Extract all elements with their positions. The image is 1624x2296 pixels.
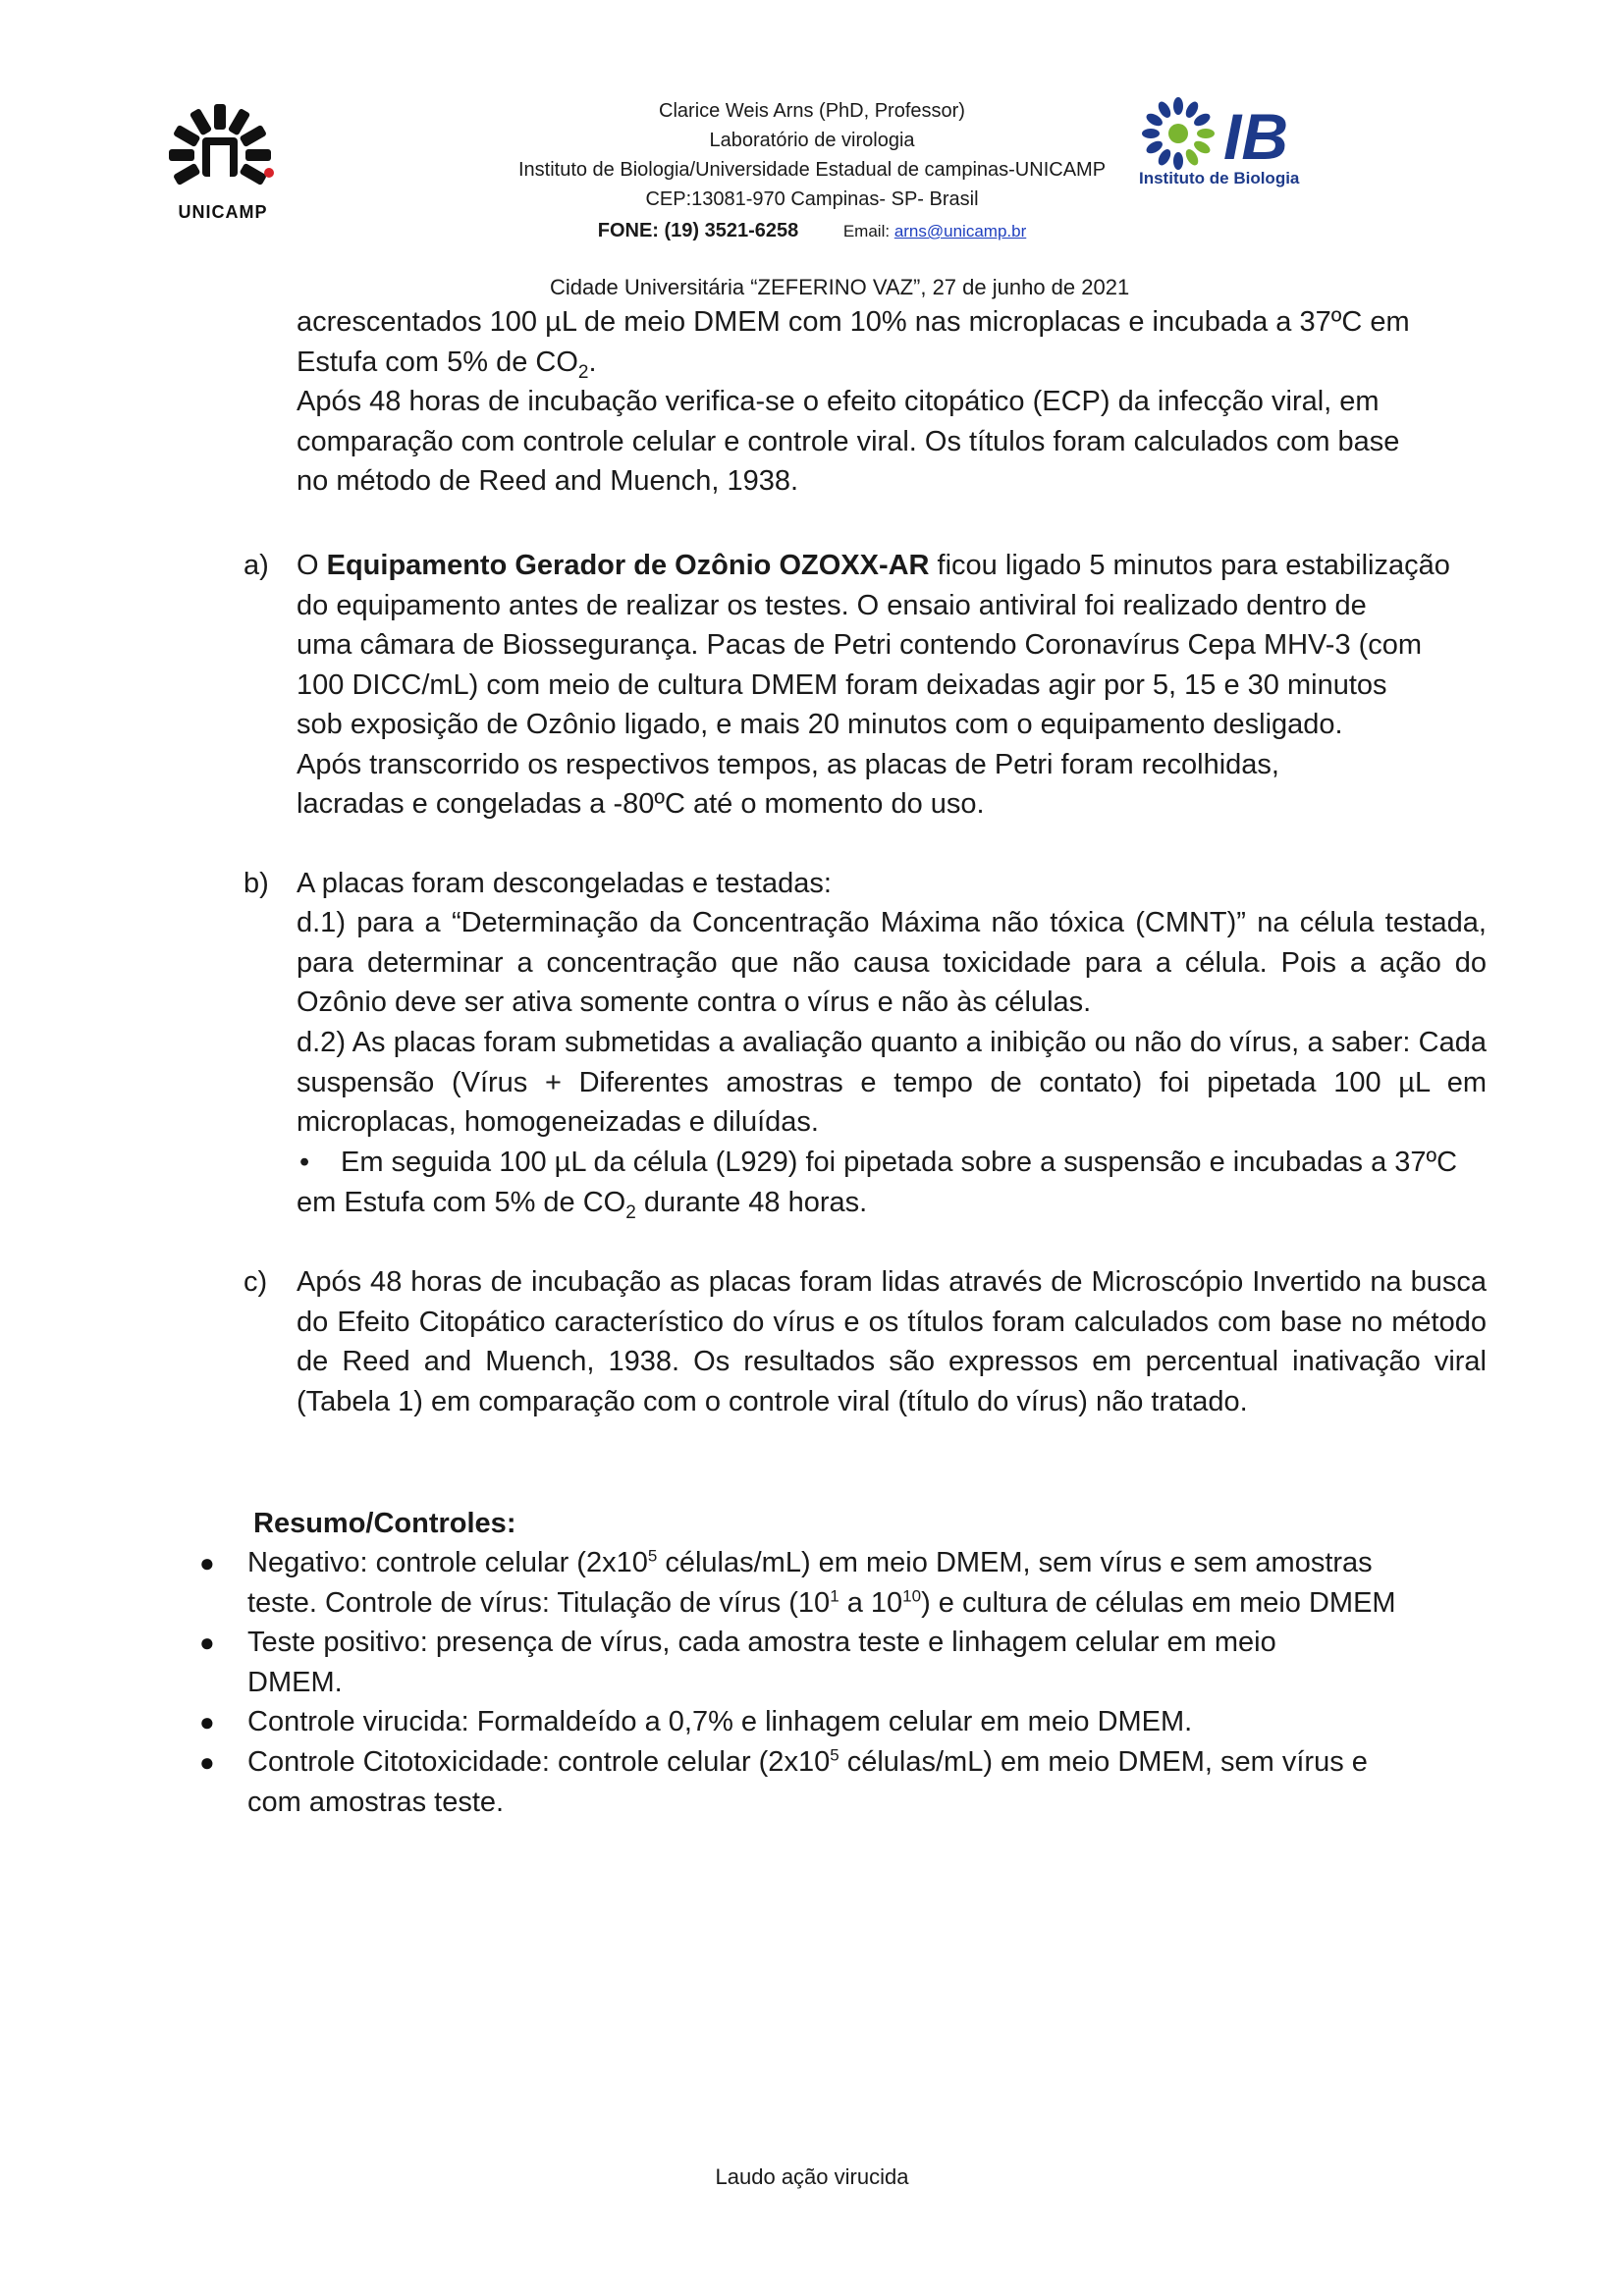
intro-line: no método de Reed and Muench, 1938. xyxy=(297,465,799,497)
item-b-d2: d.2) As placas foram submetidas a avaliação quanto a inibição ou não do vírus, a saber: Cada suspensão (Vírus + Diferentes amostras e tempo de contato) foi pipetada 100 µL em microplacas, homogeneizadas e diluídas. xyxy=(297,1027,1487,1138)
item-a-line: O Equipamento Gerador de Ozônio OZOXX-AR ficou ligado 5 minutos para estabilização xyxy=(297,550,1450,581)
item-b-bullet: • xyxy=(299,1147,310,1178)
item-b-bullet-line: em Estufa com 5% de $CO_2$ durante 48 horas. xyxy=(297,1186,868,1223)
ib-logo-letters: IB xyxy=(1223,100,1288,173)
item-a-line: 100 DICC/mL) com meio de cultura DMEM foram deixadas agir por 5, 15 e 30 minutos xyxy=(297,668,1387,701)
header-lab: Laboratório de virologia xyxy=(709,130,915,151)
date-line: Cidade Universitária “ZEFERINO VAZ”, 27 de junho de 2021 xyxy=(550,275,1130,299)
header-contact xyxy=(0,216,1624,246)
item-c-paragraph: Após 48 horas de incubação as placas foram lidas através de Microscópio Invertido na busca do Efeito Citopático característico do vírus e os títulos foram calculados com base no método de Reed and Muench, 1938. Os resultados são expressos em percentual inativação viral (Tabela 1) em comparação com o controle viral (título do vírus) não tratado. xyxy=(297,1266,1487,1417)
item-b-intro: A placas foram descongeladas e testadas: xyxy=(297,868,832,899)
item-b-d1: d.1) para a “Determinação da Concentração Máxima não tóxica (CMNT)” na célula testada, para determinar a concentração que não causa toxicidade para a célula. Pois a ação do Ozônio deve ser ativa somente contra o vírus e não às células. xyxy=(297,907,1487,1018)
summary-item-negative: Negativo: controle celular ($2x10^5$ células/mL) em meio DMEM, sem vírus e sem amostras teste. Controle de vírus: Titulação de vírus ($10^1$ a $10^{10}$) e cultura de células em meio DMEM xyxy=(247,1546,1396,1619)
unicamp-logo-text: UNICAMP xyxy=(178,202,268,222)
summary-bullet-icon: ● xyxy=(199,1548,215,1577)
item-b-bullet-line: Em seguida 100 µL da célula (L929) foi pipetada sobre a suspensão e incubadas a 37ºC xyxy=(341,1147,1458,1178)
page-footer: Laudo ação virucida xyxy=(715,2164,909,2189)
equipment-name: Equipamento Gerador de Ozônio OZOXX-AR xyxy=(326,550,930,581)
item-a-line: uma câmara de Biossegurança. Pacas de Petri contendo Coronavírus Cepa MHV-3 (com xyxy=(297,629,1423,661)
item-a-paragraph xyxy=(297,546,1494,825)
intro-line: comparação com controle celular e controle viral. Os títulos foram calculados com base xyxy=(297,425,1400,457)
header-institute: Instituto de Biologia/Universidade Estadual de campinas-UNICAMP xyxy=(517,159,1107,181)
intro-line: acrescentados 100 µL de meio DMEM com 10% nas microplacas e incubada a 37ºC em xyxy=(297,306,1410,338)
item-c-marker: c) xyxy=(244,1266,268,1298)
header-phone: FONE: (19) 3521-6258 xyxy=(597,220,799,241)
header-name: Clarice Weis Arns (PhD, Professor) xyxy=(659,100,965,122)
summary-item-cytotoxicity: Controle Citotoxicidade: controle celular ($2x10^5$ células/mL) em meio DMEM, sem vírus e com amostras teste. xyxy=(247,1745,1368,1818)
intro-line: Após 48 horas de incubação verifica-se o efeito citopático (ECP) da infecção viral, em xyxy=(297,386,1380,417)
intro-line: Estufa com 5% de $CO_2$. xyxy=(297,346,597,383)
summary-bullet-icon: ● xyxy=(199,1707,215,1736)
intro-paragraph xyxy=(297,302,1475,502)
item-a-marker: a) xyxy=(244,550,269,581)
item-b-bullet-text xyxy=(297,1143,1494,1222)
summary-bullet-icon: ● xyxy=(199,1747,215,1777)
item-b-marker: b) xyxy=(244,868,269,899)
header-email-label: Email: xyxy=(842,222,891,240)
summary-item-positive: Teste positivo: presença de vírus, cada amostra teste e linhagem celular em meio DMEM. xyxy=(247,1627,1276,1698)
ib-logo-text: Instituto de Biologia xyxy=(1139,169,1300,187)
item-a-line: Após transcorrido os respectivos tempos, as placas de Petri foram recolhidas, xyxy=(297,748,1279,780)
item-a-line: sob exposição de Ozônio ligado, e mais 20 minutos com o equipamento desligado. xyxy=(297,709,1343,740)
header-address: CEP:13081-970 Campinas- SP- Brasil xyxy=(645,188,979,210)
item-a-line: lacradas e congeladas a -80ºC até o momento do uso. xyxy=(297,788,985,820)
summary-item-virucide: Controle virucida: Formaldeído a 0,7% e linhagem celular em meio DMEM. xyxy=(247,1706,1193,1737)
summary-bullet-icon: ● xyxy=(199,1628,215,1657)
header-email-link[interactable]: arns@unicamp.br xyxy=(893,222,1027,240)
header-email-block xyxy=(843,222,1026,240)
summary-title: Resumo/Controles: xyxy=(253,1508,516,1539)
item-a-line: do equipamento antes de realizar os testes. O ensaio antiviral foi realizado dentro de xyxy=(297,589,1367,621)
